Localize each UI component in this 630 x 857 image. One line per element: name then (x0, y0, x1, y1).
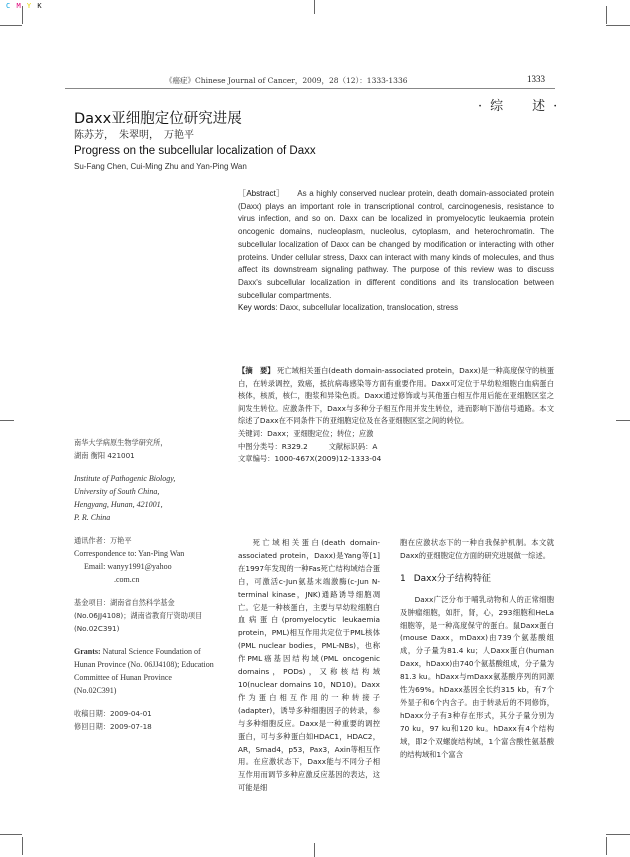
cmyk-k: K (37, 2, 43, 10)
section-label: ·综 述· (478, 99, 566, 114)
received-date: 收稿日期：2009-04-01 (74, 709, 152, 718)
crop-mark-br-h (606, 834, 630, 835)
abstract-english (238, 188, 554, 315)
title-english: Progress on the subcellular localization of Daxx (74, 145, 316, 157)
affiliation-en-2: University of South China, (74, 487, 160, 496)
color-bar (6, 2, 43, 10)
crop-mark-bl-v (22, 837, 23, 855)
authors-english: Su-Fang Chen, Cui-Ming Zhu and Yan-Ping Wan (74, 162, 247, 171)
keywords-english: Key words: Daxx, subcellular localization, translocation, stress (238, 303, 459, 313)
crop-mark-tr-h (606, 25, 630, 26)
abstract-cn-label: 【摘 要】 (238, 366, 275, 375)
crop-mark-tl-h (0, 25, 22, 26)
crop-mark-top-mid (314, 0, 315, 14)
body-column-2 (400, 537, 554, 762)
page-number: 1333 (527, 74, 545, 84)
keywords-chinese: 关键词：Daxx；亚细胞定位；转位；应激 (238, 428, 374, 438)
crop-mark-bottom-mid (314, 843, 315, 857)
cmyk-m: M (16, 2, 22, 10)
body-paragraph-3: Daxx广泛分布于哺乳动物和人的正常细胞及肿瘤细胞，如肝，肾，心，293细胞和HeLa细胞等，是一种高度保守的蛋白。鼠Daxx蛋白(mouse Daxx，mDaxx)由739个氨基酸组成，分子量为81.4 ku；人Daxx蛋白(human Daxx，hDaxx)由740个氨基酸组成，分子量为81.3 ku。hDaxx与mDaxx氨基酸序列的同源性为69%。hDaxx基因全长约315 kb，有7个外显子和6个内含子。由于转录后的不同修饰，hDaxx分子有3种存在形式，其分子量分别为70 ku，97 ku和120 ku。hDaxx有4个结构域，即2个双螺旋结构域，1个富含酸性氨基酸的结构域和1个富含 (400, 594, 554, 759)
document-code: 文献标识码：A (328, 441, 378, 451)
abstract-chinese (238, 365, 554, 466)
abstract-cn-text: 死亡域相关蛋白(death domain-associated protein，Daxx)是一种高度保守的核蛋白，在转录调控，致癌，抵抗病毒感染等方面有重要作用。Daxx可定位于早幼粒细胞白血病蛋白核体，核质，核仁，胞浆和异染色质。Daxx通过修饰或与其他蛋白相互作用后能在亚细胞区室之间发生转位。应激条件下，Daxx与多种分子相互作用并发生转位，进而影响下游信号通路。本文综述了Daxx在不同条件下的亚细胞定位及在各亚细胞区室之间的转位。 (238, 366, 555, 426)
crop-mark-bl-h (0, 834, 22, 835)
correspondence-en: Correspondence to: Yan-Ping Wan (74, 549, 185, 558)
section-heading-1: 1 Daxx分子结构特征 (400, 573, 491, 584)
funding-cn: 基金项目：湖南省自然科学基金(No.06JJ4108)；湖南省教育厅资助项目(No.02C391) (74, 598, 203, 633)
crop-mark-tr-v (606, 6, 607, 24)
authors-chinese: 陈苏芳， 朱翠明， 万艳平 (74, 130, 194, 141)
correspondence-cn: 通讯作者：万艳平 (74, 536, 132, 545)
affiliation-en-3: Hengyang, Hunan, 421001, (74, 500, 163, 509)
body-paragraph-1: 死亡域相关蛋白(death domain-associated protein，Daxx)是Yang等[1]在1997年发现的一种Fas死亡结构域结合蛋白，可激活c-Jun氨基末端激酶(c-Jun N-terminal kinase，JNK)通路诱导细胞凋亡。它是一种核蛋白，主要与早幼粒细胞白血病蛋白(promyelocytic leukaemia protein，PML)相互作用共定位于PML核体(PML nuclear bodies，PML-NBs)，也称作PML癌基因结构域(PML oncogenic domains，PODs)，又称核结构域10(nuclear domains 10，ND10)。Daxx作为蛋白相互作用的一种转接子(adapter)，诱导多种细胞因子的转录，参与多种细胞反应。Daxx是一种重要的调控蛋白，可与多种蛋白如HDAC1，HDAC2，AR，Smad4，p53，Pax3，Axin等相互作用。在应激状态下，Daxx能与不同分子相互作用而调节多种应激反应基因的表达，这可能是细 (238, 538, 380, 793)
running-header: 《癌症》Chinese Journal of Cancer，2009，28（12）：1333-1336 (165, 76, 408, 85)
body-column-1 (238, 537, 380, 795)
affiliation-en-1: Institute of Pathogenic Biology, (74, 474, 176, 483)
crop-mark-br-v (606, 837, 607, 855)
abstract-label: ［Abstract］ (238, 189, 285, 198)
body-paragraph-2: 胞在应激状态下的一种自我保护机制。本文就Daxx的亚细胞定位方面的研究进展做一综述。 (400, 538, 554, 560)
cmyk-c: C (6, 2, 12, 10)
article-number: 文章编号：1000-467X(2009)12-1333-04 (238, 454, 382, 464)
grants-en: Grants: Natural Science Foundation of Hunan Province (No. 06JJ4108); Education Committee of Hunan Province (No.02C391) (74, 647, 214, 695)
affiliation-en-4: P. R. China (74, 513, 111, 522)
affiliation-cn-2: 湖南 衡阳 421001 (74, 451, 135, 460)
abstract-text: As a highly conserved nuclear protein, death domain-associated protein (Daxx) plays an important role in transcriptional control, carcinogenesis, resistance to virus infection, and so on. Daxx can be localized in promyelocytic leukaemia protein oncogenic domains, nucleoplasm, nucleolus, cytoplasm, and heterochromatin. The subcellular localization of Daxx can be changed by modification or interacting with other proteins. Under cellular stress, Daxx can interact with many kinds of molecules, and thus affect its downstream signaling pathway. The purpose of this review was to discuss Daxx's subcellular localization in different conditions and its translocation between subcellular compartments. (238, 189, 555, 300)
affiliation-cn-1: 南华大学病原生物学研究所， (74, 438, 168, 447)
cmyk-y: Y (26, 2, 33, 10)
sidebar-info (74, 436, 214, 733)
crop-mark-left-mid (0, 420, 14, 421)
crop-mark-right-mid (616, 420, 630, 421)
email-line-1: Email: wanyy1991@yahoo (84, 562, 172, 571)
email-line-2: .com.cn (114, 575, 140, 584)
revised-date: 修回日期：2009-07-18 (74, 722, 152, 731)
class-number: 中图分类号：R329.2 (238, 441, 308, 451)
title-chinese: Daxx亚细胞定位研究进展 (74, 111, 242, 127)
header-rule (65, 88, 555, 89)
